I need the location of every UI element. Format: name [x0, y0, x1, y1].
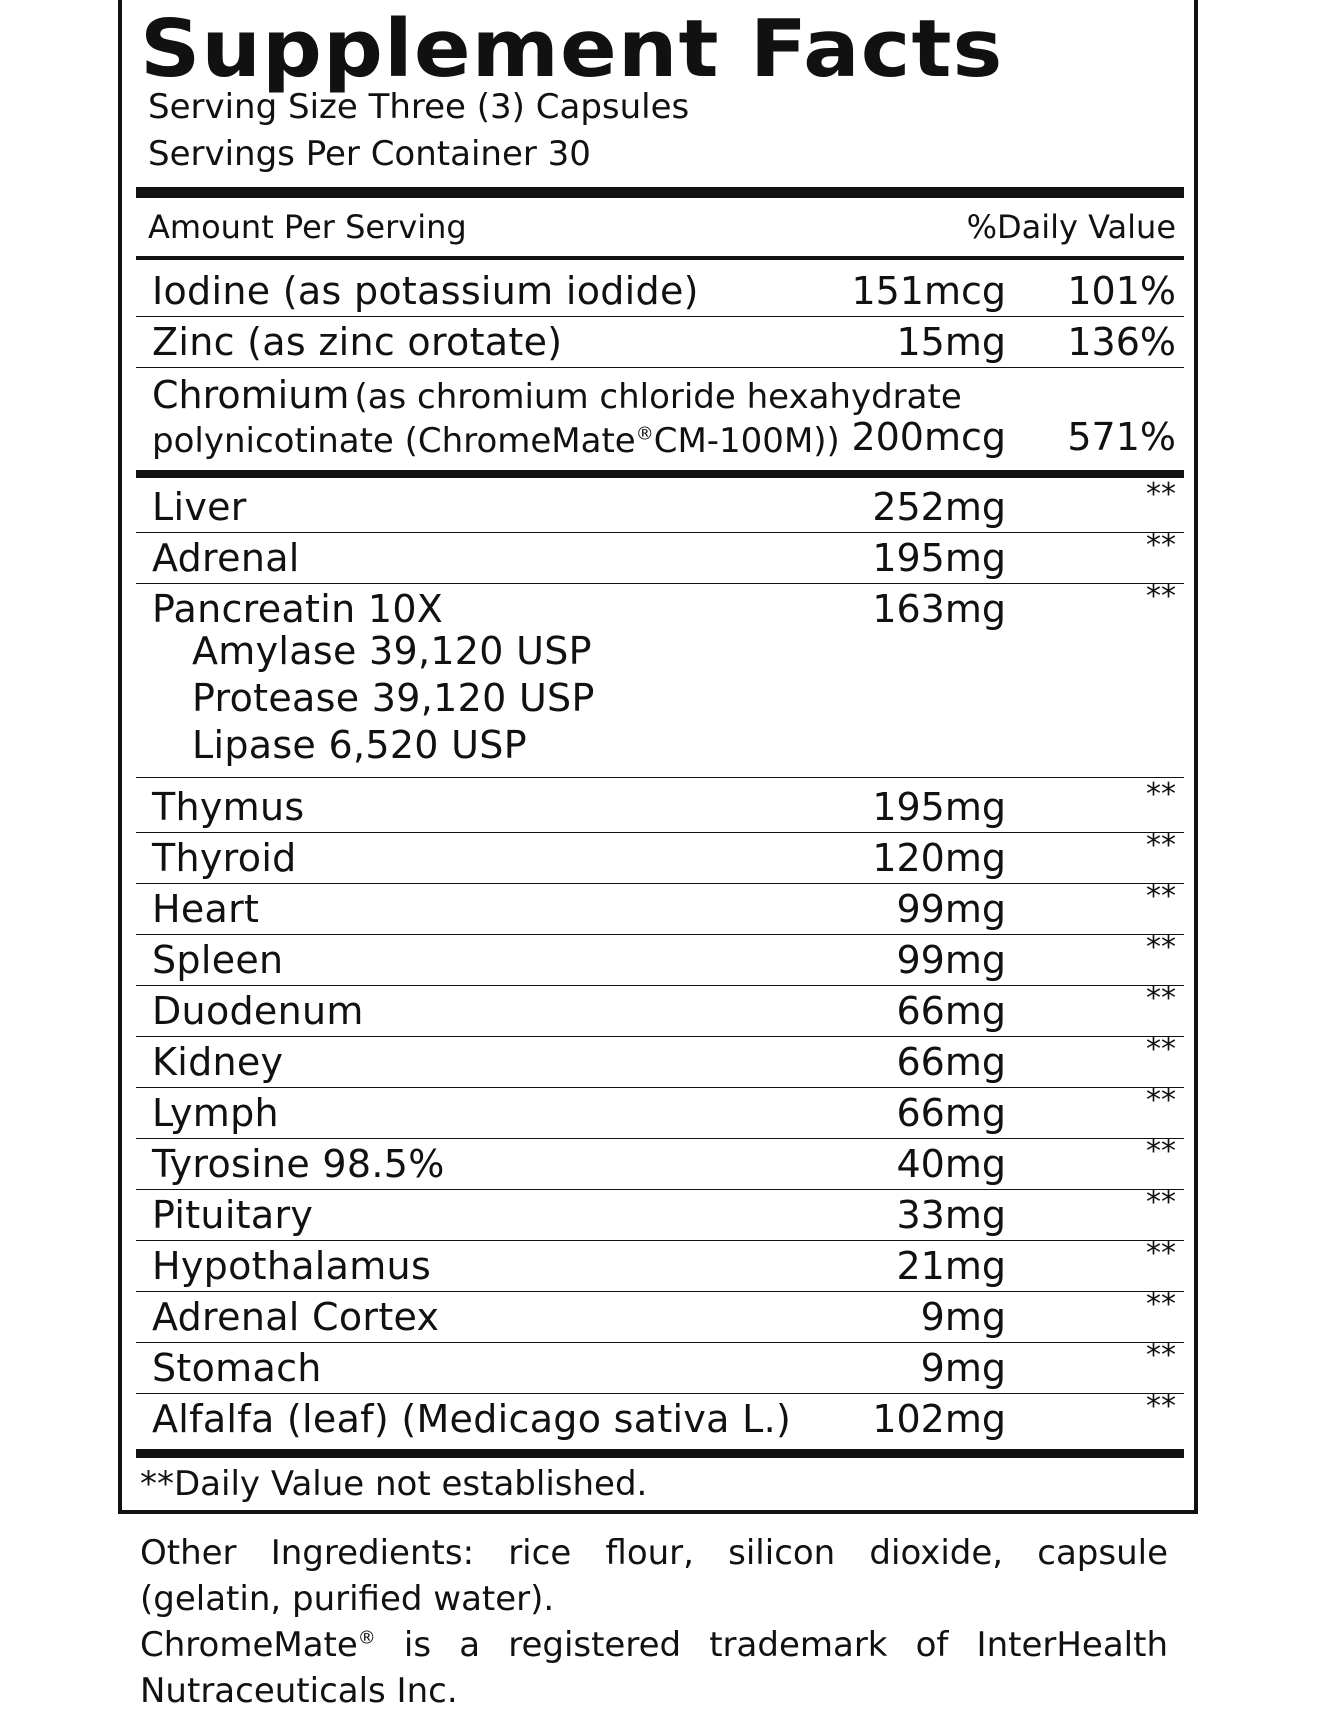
nutrient-daily-value: 101%: [1067, 269, 1176, 313]
ingredient-row: [136, 1287, 1184, 1344]
ingredient-amount: 21mg: [896, 1244, 1006, 1288]
ingredient-amount: 99mg: [896, 887, 1006, 931]
enzyme-amylase: Amylase 39,120 USP: [192, 629, 592, 673]
ingredient-row: [136, 1338, 1184, 1395]
nutrient-row: [136, 317, 1184, 369]
trademark-text: is a registered trademark of InterHealth: [375, 1625, 1168, 1665]
ingredient-daily-value: **: [1146, 981, 1176, 1016]
ingredient-amount: 252mg: [872, 485, 1006, 529]
ingredient-row: [136, 1236, 1184, 1293]
ingredient-row: [136, 930, 1184, 987]
divider-medium: [136, 256, 1184, 260]
nutrient-source-line2-end: CM-100M)): [653, 421, 840, 461]
registered-mark: ®: [357, 1627, 376, 1649]
ingredient-daily-value: **: [1146, 828, 1176, 863]
ingredient-amount: 66mg: [896, 1091, 1006, 1135]
ingredient-name: Heart: [152, 887, 260, 931]
row-divider: [136, 777, 1184, 778]
ingredient-daily-value: **: [1146, 1032, 1176, 1067]
nutrient-amount: 151mcg: [851, 269, 1006, 313]
nutrient-name: Iodine (as potassium iodide): [152, 269, 699, 313]
ingredient-row: [136, 1032, 1184, 1089]
ingredient-name: Thymus: [152, 785, 305, 829]
ingredient-amount: 195mg: [872, 785, 1006, 829]
enzyme-protease: Protease 39,120 USP: [192, 676, 595, 720]
ingredient-daily-value: **: [1146, 1287, 1176, 1322]
ingredient-row: [136, 1134, 1184, 1191]
nutrient-row: [136, 266, 1184, 318]
nutrient-name: Zinc (as zinc orotate): [152, 320, 563, 364]
registered-mark: ®: [635, 423, 654, 445]
ingredient-name: Pituitary: [152, 1193, 314, 1237]
trademark-line1: [140, 1622, 1168, 1668]
ingredient-row: [136, 528, 1184, 585]
divider-thick: [136, 470, 1184, 478]
ingredient-daily-value: **: [1146, 1236, 1176, 1271]
ingredient-name: Spleen: [152, 938, 284, 982]
ingredient-amount: 120mg: [872, 836, 1006, 880]
nutrient-source-line2: polynicotinate (ChromeMate: [152, 421, 636, 461]
ingredient-row-pancreatin: [136, 579, 1184, 778]
row-divider: [136, 367, 1184, 368]
ingredient-row: [136, 1185, 1184, 1242]
ingredient-daily-value: **: [1146, 477, 1176, 512]
ingredient-daily-value: **: [1146, 528, 1176, 563]
ingredient-name: Stomach: [152, 1346, 322, 1390]
ingredient-row: [136, 879, 1184, 936]
ingredient-daily-value: **: [1146, 1338, 1176, 1373]
ingredient-name: Kidney: [152, 1040, 284, 1084]
ingredient-name: Alfalfa (leaf) (Medicago sativa L.): [152, 1397, 792, 1441]
ingredient-daily-value: **: [1146, 1134, 1176, 1169]
nutrient-amount: 15mg: [896, 320, 1006, 364]
trademark-brand: ChromeMate: [140, 1625, 358, 1665]
ingredient-amount: 9mg: [920, 1346, 1006, 1390]
supplement-facts-panel: [118, 0, 1198, 1514]
ingredient-amount: 66mg: [896, 989, 1006, 1033]
enzyme-lipase: Lipase 6,520 USP: [192, 723, 527, 767]
ingredient-name: Adrenal: [152, 536, 300, 580]
nutrient-daily-value: 571%: [1067, 415, 1176, 459]
nutrient-row-chromium: [136, 370, 1184, 470]
ingredient-amount: 9mg: [920, 1295, 1006, 1339]
other-ingredients-line2: (gelatin, purified water).: [140, 1579, 555, 1619]
ingredient-daily-value: **: [1146, 1083, 1176, 1118]
divider-thick: [136, 1449, 1184, 1458]
ingredient-daily-value: **: [1146, 579, 1176, 614]
nutrient-name: Chromium: [152, 373, 350, 417]
trademark-line2: Nutraceuticals Inc.: [140, 1671, 458, 1711]
other-ingredients-line1: Other Ingredients: rice flour, silicon dioxide, capsule: [140, 1533, 1168, 1573]
ingredient-amount: 99mg: [896, 938, 1006, 982]
ingredient-name: Lymph: [152, 1091, 279, 1135]
nutrient-amount: 200mcg: [851, 415, 1006, 459]
ingredient-name: Hypothalamus: [152, 1244, 432, 1288]
nutrient-daily-value: 136%: [1067, 320, 1176, 364]
ingredient-name: Pancreatin 10X: [152, 587, 444, 631]
ingredient-amount: 40mg: [896, 1142, 1006, 1186]
ingredient-amount: 33mg: [896, 1193, 1006, 1237]
ingredient-name: Adrenal Cortex: [152, 1295, 440, 1339]
ingredient-row: [136, 1083, 1184, 1140]
ingredient-amount: 102mg: [872, 1397, 1006, 1441]
ingredient-row: [136, 828, 1184, 885]
ingredient-name: Liver: [152, 485, 247, 529]
divider-thick: [136, 187, 1184, 198]
ingredient-name: Duodenum: [152, 989, 364, 1033]
ingredient-name: Thyroid: [152, 836, 297, 880]
amount-per-serving-header: Amount Per Serving: [148, 208, 467, 246]
ingredient-daily-value: **: [1146, 879, 1176, 914]
ingredient-row: [136, 477, 1184, 534]
ingredient-amount: 163mg: [872, 587, 1006, 631]
panel-title: Supplement Facts: [140, 3, 1004, 95]
ingredient-daily-value: **: [1146, 1389, 1176, 1424]
ingredient-row: [136, 1389, 1184, 1446]
serving-size: Serving Size Three (3) Capsules: [148, 87, 690, 127]
ingredient-name: Tyrosine 98.5%: [152, 1142, 445, 1186]
ingredient-daily-value: **: [1146, 777, 1176, 812]
ingredient-daily-value: **: [1146, 930, 1176, 965]
ingredient-amount: 195mg: [872, 536, 1006, 580]
ingredient-row: [136, 981, 1184, 1038]
daily-value-header: %Daily Value: [966, 208, 1176, 246]
nutrient-source: (as chromium chloride hexahydrate: [354, 377, 962, 417]
ingredient-row: [136, 777, 1184, 834]
footnote: **Daily Value not established.: [140, 1464, 648, 1504]
servings-per-container: Servings Per Container 30: [148, 134, 591, 174]
ingredient-amount: 66mg: [896, 1040, 1006, 1084]
ingredient-daily-value: **: [1146, 1185, 1176, 1220]
